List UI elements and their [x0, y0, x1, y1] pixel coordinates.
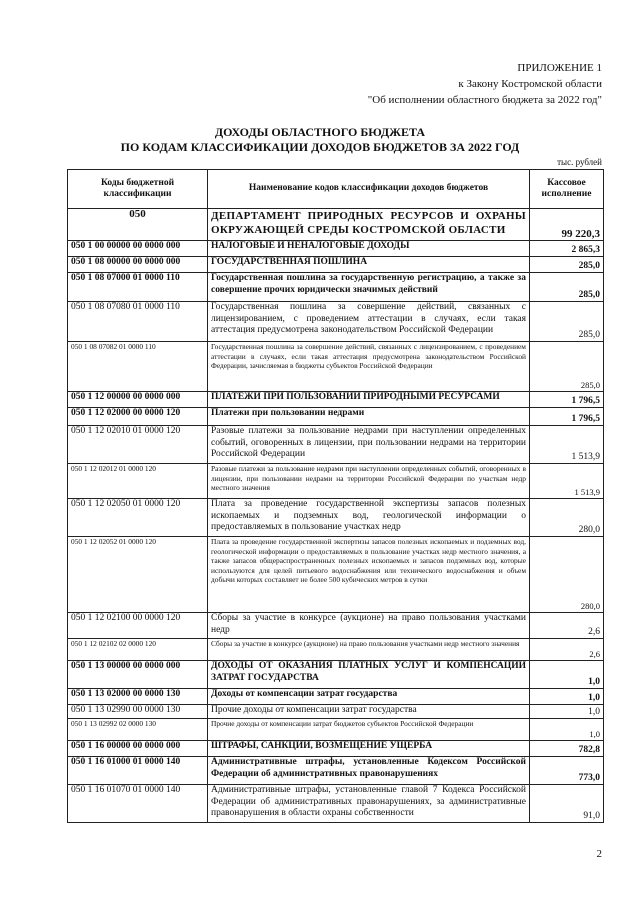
units-label: тыс. рублей	[557, 157, 602, 167]
row-amount: 285,0	[530, 273, 604, 302]
table-header-row	[68, 170, 604, 209]
title-line-1: ДОХОДЫ ОБЛАСТНОГО БЮДЖЕТА	[214, 125, 426, 139]
header-code: Коды бюджетной классификации	[68, 170, 208, 209]
row-name: Государственная пошлина за совершение действий, связанных с лицензированием, с проведением аттестации в случаях, если такая аттестация предусмотрена законодательством Российской Федерации, зачисляемая в бюджеты субъектов Российской Федерации	[208, 342, 530, 392]
table-row	[68, 757, 604, 785]
revenue-table	[67, 169, 604, 823]
row-name: ШТРАФЫ, САНКЦИИ, ВОЗМЕЩЕНИЕ УЩЕРБА	[208, 741, 530, 757]
row-amount: 782,8	[530, 741, 604, 757]
table-row	[68, 342, 604, 392]
row-name: ДЕПАРТАМЕНТ ПРИРОДНЫХ РЕСУРСОВ И ОХРАНЫ ОКРУЖАЮЩЕЙ СРЕДЫ КОСТРОМСКОЙ ОБЛАСТИ	[208, 209, 530, 241]
table-row	[68, 613, 604, 639]
table-row	[68, 273, 604, 302]
row-name: Административные штрафы, установленные Кодексом Российской Федерации об административных правонарушениях	[208, 757, 530, 785]
table-row	[68, 741, 604, 757]
row-code: 050 1 12 00000 00 0000 000	[68, 392, 208, 408]
row-name: Разовые платежи за пользование недрами при наступлении определенных событий, оговоренных в лицензии, при пользовании недрами на территории Российской Федерации по участкам недр местного значения	[208, 464, 530, 499]
row-code: 050 1 12 02010 01 0000 120	[68, 426, 208, 464]
table-row	[68, 408, 604, 426]
row-name: Доходы от компенсации затрат государства	[208, 689, 530, 705]
table-row	[68, 392, 604, 408]
table-row	[68, 241, 604, 257]
row-amount: 91,0	[530, 785, 604, 823]
table-row	[68, 499, 604, 537]
row-name: Сборы за участие в конкурсе (аукционе) на право пользования участками недр местного значения	[208, 639, 530, 661]
row-code: 050 1 13 02992 02 0000 130	[68, 719, 208, 741]
row-code: 050 1 13 02000 00 0000 130	[68, 689, 208, 705]
document-title	[0, 125, 640, 155]
table-row	[68, 257, 604, 273]
row-amount: 1,0	[530, 705, 604, 719]
table-row	[68, 785, 604, 823]
row-amount: 99 220,3	[530, 209, 604, 241]
row-amount: 280,0	[530, 537, 604, 613]
row-code: 050	[68, 209, 208, 241]
title-line-2: ПО КОДАМ КЛАССИФИКАЦИИ ДОХОДОВ БЮДЖЕТОВ ЗА 2022 ГОД	[120, 140, 520, 154]
row-code: 050 1 12 02052 01 0000 120	[68, 537, 208, 613]
table-row	[68, 719, 604, 741]
table-row	[68, 705, 604, 719]
row-code: 050 1 08 07082 01 0000 110	[68, 342, 208, 392]
row-amount: 1 513,9	[530, 464, 604, 499]
row-code: 050 1 12 02012 01 0000 120	[68, 464, 208, 499]
row-code: 050 1 08 07080 01 0000 110	[68, 302, 208, 342]
appendix-header	[368, 60, 602, 108]
row-name: Разовые платежи за пользование недрами при наступлении определенных событий, оговоренных в лицензии, при пользовании недрами на территории Российской Федерации	[208, 426, 530, 464]
row-code: 050 1 08 00000 00 0000 000	[68, 257, 208, 273]
row-amount: 285,0	[530, 302, 604, 342]
row-name: Государственная пошлина за совершение действий, связанных с лицензированием, с проведением аттестации в случаях, если такая аттестация предусмотрена законодательством Российской Федерации	[208, 302, 530, 342]
table-row	[68, 302, 604, 342]
row-code: 050 1 16 01000 01 0000 140	[68, 757, 208, 785]
row-name: Сборы за участие в конкурсе (аукционе) на право пользования участками недр	[208, 613, 530, 639]
header-name: Наименование кодов классификации доходов бюджетов	[208, 170, 530, 209]
row-amount: 1,0	[530, 689, 604, 705]
row-code: 050 1 12 02102 02 0000 120	[68, 639, 208, 661]
row-amount: 1 796,5	[530, 408, 604, 426]
row-code: 050 1 16 00000 00 0000 000	[68, 741, 208, 757]
row-name: ГОСУДАРСТВЕННАЯ ПОШЛИНА	[208, 257, 530, 273]
row-name: Плата за проведение государственной экспертизы запасов полезных ископаемых и подземных вод, геологической информации о предоставляемых в пользование участках недр местного значения, а также запасов общераспространенных полезных ископаемых и запасов подземных вод, которые используются для целей питьевого водоснабжения или технического водоснабжения и объем добычи которых составляет не более 500 кубических метров в сутки	[208, 537, 530, 613]
row-code: 050 1 12 02050 01 0000 120	[68, 499, 208, 537]
row-amount: 285,0	[530, 342, 604, 392]
table-row	[68, 639, 604, 661]
appendix-line-3: "Об исполнении областного бюджета за 2022 год"	[367, 94, 602, 106]
row-name: НАЛОГОВЫЕ И НЕНАЛОГОВЫЕ ДОХОДЫ	[208, 241, 530, 257]
row-amount: 2 865,3	[530, 241, 604, 257]
table-row	[68, 689, 604, 705]
row-amount: 1 513,9	[530, 426, 604, 464]
row-name: Прочие доходы от компенсации затрат государства	[208, 705, 530, 719]
row-name: Государственная пошлина за государственную регистрацию, а также за совершение прочих юридически значимых действий	[208, 273, 530, 302]
row-amount: 2,6	[530, 613, 604, 639]
table-row	[68, 661, 604, 689]
row-code: 050 1 16 01070 01 0000 140	[68, 785, 208, 823]
row-name: Прочие доходы от компенсации затрат бюджетов субъектов Российской Федерации	[208, 719, 530, 741]
row-code: 050 1 08 07000 01 0000 110	[68, 273, 208, 302]
row-code: 050 1 00 00000 00 0000 000	[68, 241, 208, 257]
row-amount: 1,0	[530, 719, 604, 741]
row-amount: 773,0	[530, 757, 604, 785]
row-amount: 1,0	[530, 661, 604, 689]
row-name: ПЛАТЕЖИ ПРИ ПОЛЬЗОВАНИИ ПРИРОДНЫМИ РЕСУРСАМИ	[208, 392, 530, 408]
row-name: Платежи при пользовании недрами	[208, 408, 530, 426]
row-amount: 285,0	[530, 257, 604, 273]
appendix-line-1: ПРИЛОЖЕНИЕ 1	[517, 62, 602, 74]
row-amount: 1 796,5	[530, 392, 604, 408]
row-amount: 280,0	[530, 499, 604, 537]
row-name: ДОХОДЫ ОТ ОКАЗАНИЯ ПЛАТНЫХ УСЛУГ И КОМПЕНСАЦИИ ЗАТРАТ ГОСУДАРСТВА	[208, 661, 530, 689]
page-number: 2	[596, 848, 602, 860]
table-row	[68, 464, 604, 499]
appendix-line-2: к Закону Костромской области	[458, 78, 602, 90]
row-code: 050 1 13 00000 00 0000 000	[68, 661, 208, 689]
row-amount: 2,6	[530, 639, 604, 661]
table-row	[68, 426, 604, 464]
row-code: 050 1 12 02100 00 0000 120	[68, 613, 208, 639]
row-code: 050 1 12 02000 00 0000 120	[68, 408, 208, 426]
row-name: Административные штрафы, установленные главой 7 Кодекса Российской Федерации об административных правонарушениях, за административные правонарушения в области охраны собственности	[208, 785, 530, 823]
header-amount: Кассовое исполнение	[530, 170, 604, 209]
row-name: Плата за проведение государственной экспертизы запасов полезных ископаемых и подземных вод, геологической информации о предоставляемых в пользование участках недр	[208, 499, 530, 537]
table-row	[68, 209, 604, 241]
row-code: 050 1 13 02990 00 0000 130	[68, 705, 208, 719]
table-row	[68, 537, 604, 613]
